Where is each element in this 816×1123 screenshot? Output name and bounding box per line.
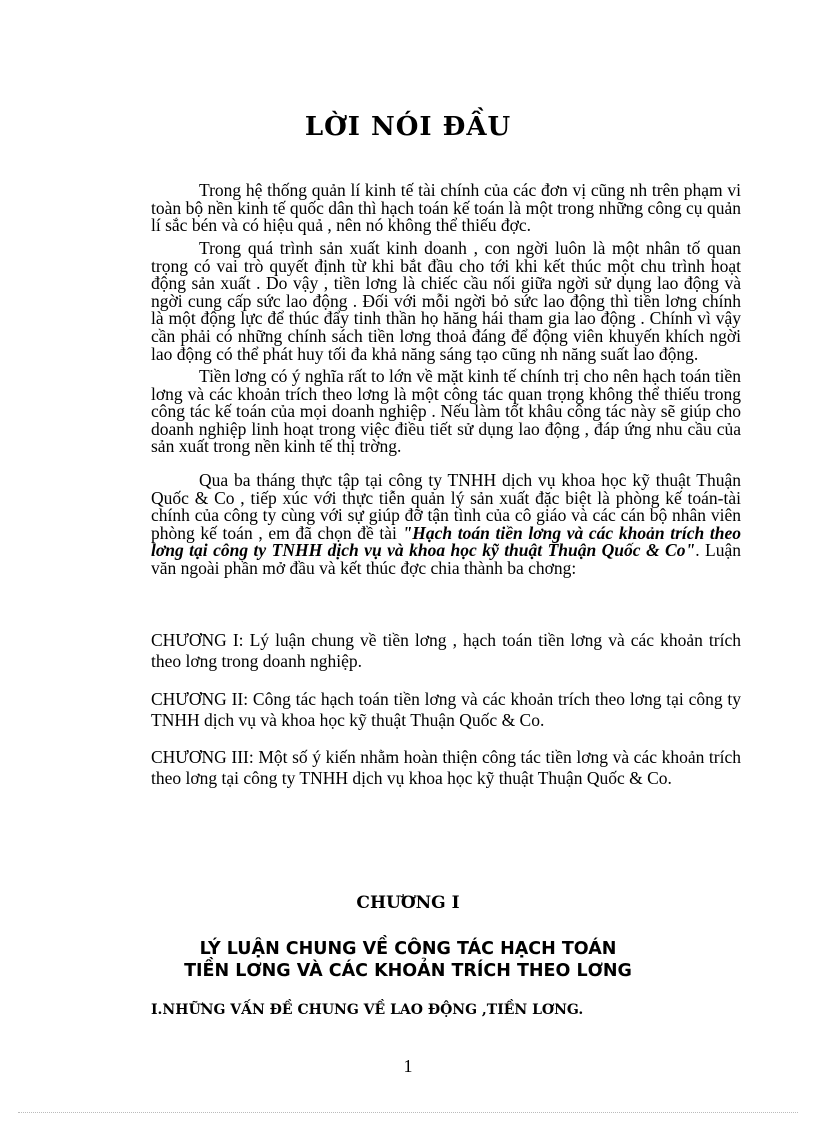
paragraph-4-text-a: Qua ba tháng thực tập tại công ty TNHH dịch vụ khoa học kỹ thuật Thuận Quốc & Co , tiếp xúc với thực tiễn quản lý sản xuất đặc biệt là phòng kế toán-tài chính của công ty cùng với sự giúp đỡ tận tình của cô giáo và các cán bộ nhân viên phòng kế toán , em đã chọn đề tài bbox=[151, 470, 741, 543]
section-heading: I.NHỮNG VẤN ĐỀ CHUNG VỀ LAO ĐỘNG ,TIỀN LƠNG. bbox=[151, 1002, 584, 1018]
paragraph-4-text-b: . Luận văn ngoài phần mở đầu và kết thúc đợc chia thành ba chơng: bbox=[151, 540, 741, 578]
intro-paragraph-1: Trong hệ thống quản lí kinh tế tài chính của các đơn vị cũng nh trên phạm vi toàn bộ nền kinh tế quốc dân thì hạch toán kế toán là một trong những công cụ quản lí sắc bén và có hiệu quả , nên nó không thể thiếu đợc. bbox=[151, 180, 741, 236]
chapter-heading: CHƯƠNG I bbox=[356, 893, 460, 913]
page-number: 1 bbox=[403, 1056, 413, 1076]
chapter-2-summary: CHƯƠNG II: Công tác hạch toán tiền lơng và các khoản trích theo lơng tại công ty TNHH dịch vụ và khoa học kỹ thuật Thuận Quốc & Co. bbox=[151, 689, 741, 730]
intro-paragraph-2: Trong quá trình sản xuất kinh doanh , con ngời luôn là một nhân tố quan trọng có vai trò quyết định từ khi bắt đầu cho tới khi kết thúc một chu trình hoạt động sản xuất . Do vậy , tiền lơng là chiếc cầu nối giữa ngời sử dụng lao động và ngời cung cấp sức lao động . Đối với mỗi ngời bỏ sức lao động thì tiền lơng chính là một động lực để thúc đẩy tinh thần họ hăng hái tham gia lao động . Chính vì vậy cần phải có những chính sách tiền lơng thoả đáng để động viên khuyến khích ngời lao động có thể phát huy tối đa khả năng sáng tạo cũng nh năng suất lao động. bbox=[151, 238, 741, 364]
chapter-1-summary: CHƯƠNG I: Lý luận chung về tiền lơng , hạch toán tiền lơng và các khoản trích theo lơng trong doanh nghiệp. bbox=[151, 630, 741, 671]
page-bottom-divider bbox=[18, 1112, 798, 1113]
document-title: LỜI NÓI ĐẦU bbox=[304, 112, 512, 142]
thesis-topic: "Hạch toán tiền lơng và các khoản trích theo lơng tại công ty TNHH dịch vụ và khoa học kỹ thuật Thuận Quốc & Co" bbox=[151, 522, 742, 561]
intro-paragraph-3: Tiền lơng có ý nghĩa rất to lớn về mặt kinh tế chính trị cho nên hạch toán tiền lơng và các khoản trích theo lơng là một công tác quan trọng không thể thiếu trong công tác kế toán của mọi doanh nghiệp . Nếu làm tốt khâu công tác này sẽ giúp cho doanh nghiệp linh hoạt trong việc điều tiết sử dụng lao động , đáp ứng nhu cầu của sản xuất trong nền kinh tế thị trờng. bbox=[151, 366, 741, 457]
chapter-subtitle-line-2: TIỀN LƠNG VÀ CÁC KHOẢN TRÍCH THEO LƠNG bbox=[184, 961, 632, 981]
intro-paragraph-4 bbox=[151, 472, 741, 578]
chapter-3-summary: CHƯƠNG III: Một số ý kiến nhằm hoàn thiện công tác tiền lơng và các khoản trích theo lơng tại công ty TNHH dịch vụ khoa học kỹ thuật Thuận Quốc & Co. bbox=[151, 747, 741, 788]
chapter-subtitle bbox=[0, 938, 816, 982]
chapter-subtitle-line-1: LÝ LUẬN CHUNG VỀ CÔNG TÁC HẠCH TOÁN bbox=[199, 939, 617, 959]
